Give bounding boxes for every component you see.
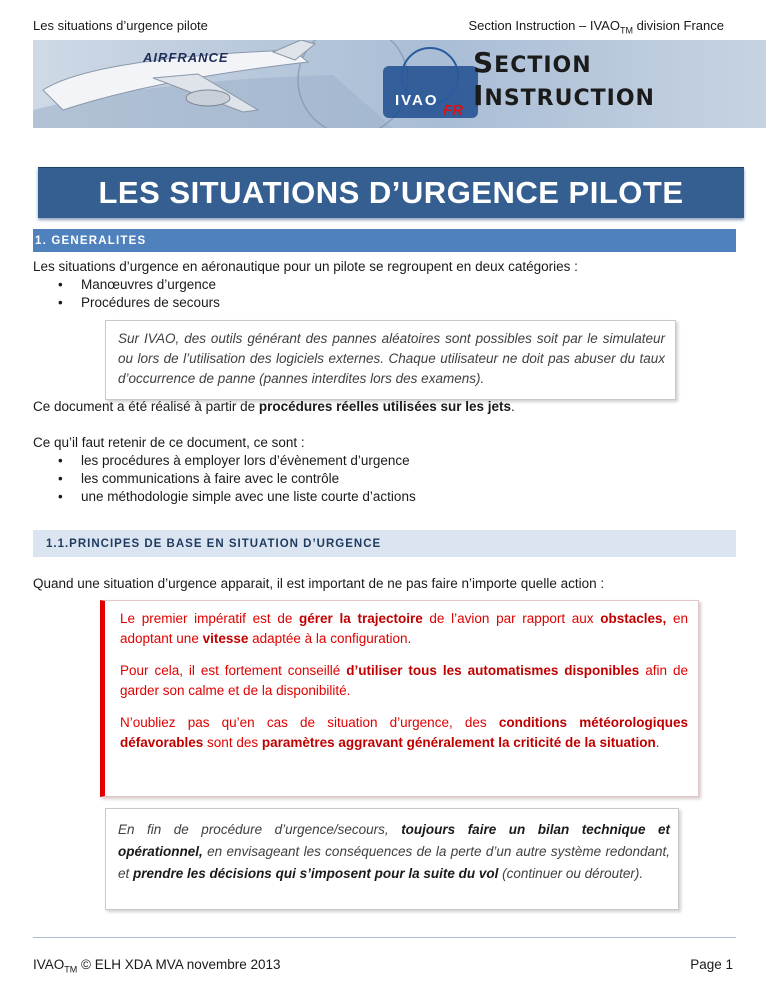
category-list (58, 276, 220, 312)
intro-paragraph: Les situations d’urgence en aéronautique pour un pilote se regroupent en deux catégories : (33, 259, 578, 274)
section-heading-generalites: 1. GENERALITES (33, 229, 736, 252)
section-banner (33, 40, 766, 128)
running-header-left: Les situations d’urgence pilote (33, 18, 208, 33)
section-heading-principes: 1.1.PRINCIPES DE BASE EN SITUATION D’URGENCE (33, 530, 736, 557)
principle-automation: Pour cela, il est fortement conseillé d’utiliser tous les automatismes disponibles afin de garder son calme et de la disponibilité. (120, 663, 688, 698)
document-title: LES SITUATIONS D’URGENCE PILOTE (98, 175, 684, 210)
list-item: • les communications à faire avec le contrôle (58, 470, 416, 488)
list-item: • Procédures de secours (58, 294, 220, 312)
retain-list (58, 452, 416, 506)
principles-intro: Quand une situation d’urgence apparait, il est important de ne pas faire n’importe quelle action : (33, 576, 605, 591)
document-title-bar (38, 167, 744, 218)
closing-note-box: En fin de procédure d’urgence/secours, toujours faire un bilan technique et opérationnel, en envisageant les conséquences de la perte d’un autre système redondant, et prendre les décisions qui s’imposent pour la suite du vol (continuer ou dérouter). (105, 808, 679, 910)
key-principles-box (100, 600, 699, 797)
list-item: • Manœuvres d’urgence (58, 276, 220, 294)
airline-livery-text: AIRFRANCE (143, 50, 229, 65)
banner-title: SECTION INSTRUCTION (473, 46, 655, 112)
ivao-note-box: Sur IVAO, des outils générant des pannes aléatoires sont possibles soit par le simulateur ou lors de l’utilisation des logiciels externes. Chaque utilisateur ne doit pas abuser du taux d’occurrence de panne (pannes interdites lors des examens). (105, 320, 676, 400)
ivao-country-text: FR (443, 102, 463, 119)
ivao-logo-text: IVAO (395, 92, 439, 109)
principle-trajectory: Le premier impératif est de gérer la trajectoire de l’avion par rapport aux obstacles, en adoptant une vitesse adaptée à la configuration. (120, 611, 688, 646)
retain-paragraph: Ce qu’il faut retenir de ce document, ce sont : (33, 435, 305, 450)
footer-rule (33, 937, 736, 938)
list-item: • les procédures à employer lors d’évènement d’urgence (58, 452, 416, 470)
footer-copyright: $IVAO_{TM}$ © ELH XDA MVA novembre 2013 (33, 957, 281, 975)
running-header-right: Section Instruction – $IVAO_{TM}$ division France (468, 18, 724, 36)
list-item: • une méthodologie simple avec une liste courte d’actions (58, 488, 416, 506)
source-paragraph: Ce document a été réalisé à partir de procédures réelles utilisées sur les jets. (33, 399, 515, 414)
page-number: Page 1 (690, 957, 733, 972)
principle-weather: N’oubliez pas qu’en cas de situation d’urgence, des conditions météorologiques défavorables sont des paramètres aggravant généralement la criticité de la situation. (120, 715, 688, 750)
